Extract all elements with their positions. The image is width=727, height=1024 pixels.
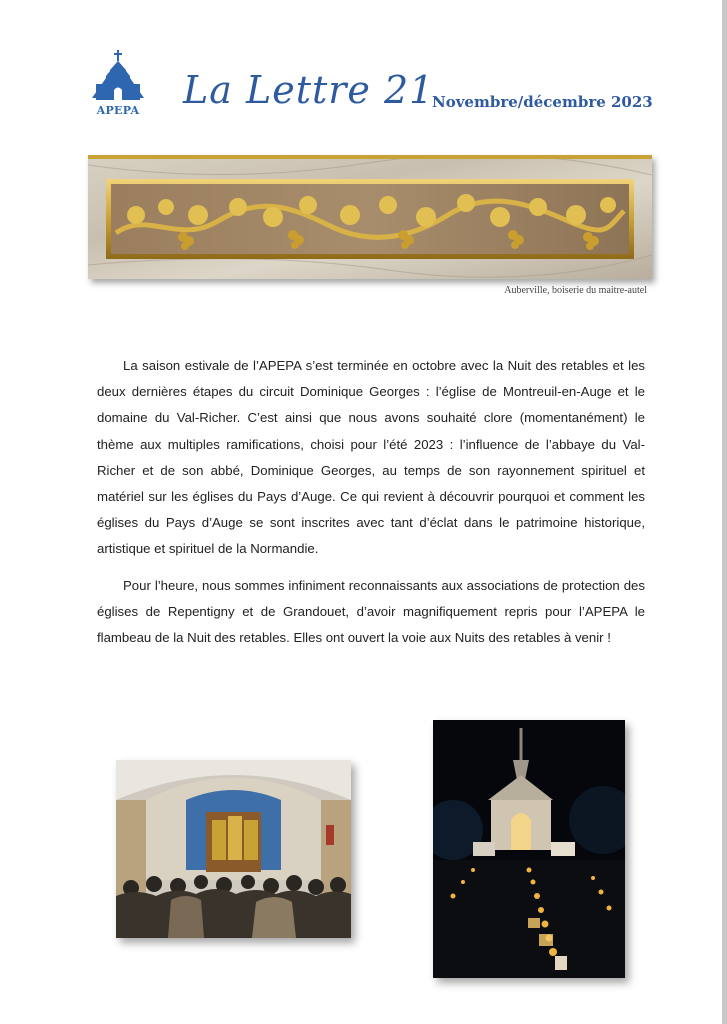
banner-image bbox=[88, 155, 652, 279]
church-interior-photo bbox=[116, 760, 351, 938]
chapel-icon bbox=[86, 48, 150, 104]
banner-caption: Auberville, boiserie du maitre-autel bbox=[504, 285, 647, 296]
issue-date: Novembre/décembre 2023 bbox=[432, 93, 653, 111]
apepa-logo bbox=[86, 48, 150, 120]
page-edge bbox=[722, 0, 727, 1024]
newsletter-title: La Lettre 21 bbox=[183, 68, 435, 112]
paragraph: Pour l’heure, nous sommes infiniment reconnaissants aux associations de protection des églises de Repentigny et de Grandouet, d’avoir magnifiquement repris pour l’APEPA le flambeau de la Nuit des retables. Elles ont ouvert la voie aux Nuits des retables à venir ! bbox=[97, 577, 645, 646]
logo-text: APEPA bbox=[96, 104, 140, 117]
paragraph: La saison estivale de l’APEPA s’est terminée en octobre avec la Nuit des retables et les deux dernières étapes du circuit Dominique Georges : l’église de Montreuil-en-Auge et le domaine du Val-Richer. C’est ainsi que nous avons souhaité clore (momentanément) le thème aux multiples ramifications, choisi pour l’été 2023 : l’influence de l’abbaye du Val-Richer et de son abbé, Dominique Georges, au temps de son rayonnement spirituel et matériel sur les églises du Pays d’Auge. Ce qui revient à découvrir pourquoi et comment les églises du Pays d’Auge se sont inscrites avec tant d’éclat dans le patrimoine historique, artistique et spirituel de la Normandie. bbox=[97, 358, 645, 557]
chapel-night-photo bbox=[433, 720, 625, 978]
article-body bbox=[97, 353, 645, 661]
